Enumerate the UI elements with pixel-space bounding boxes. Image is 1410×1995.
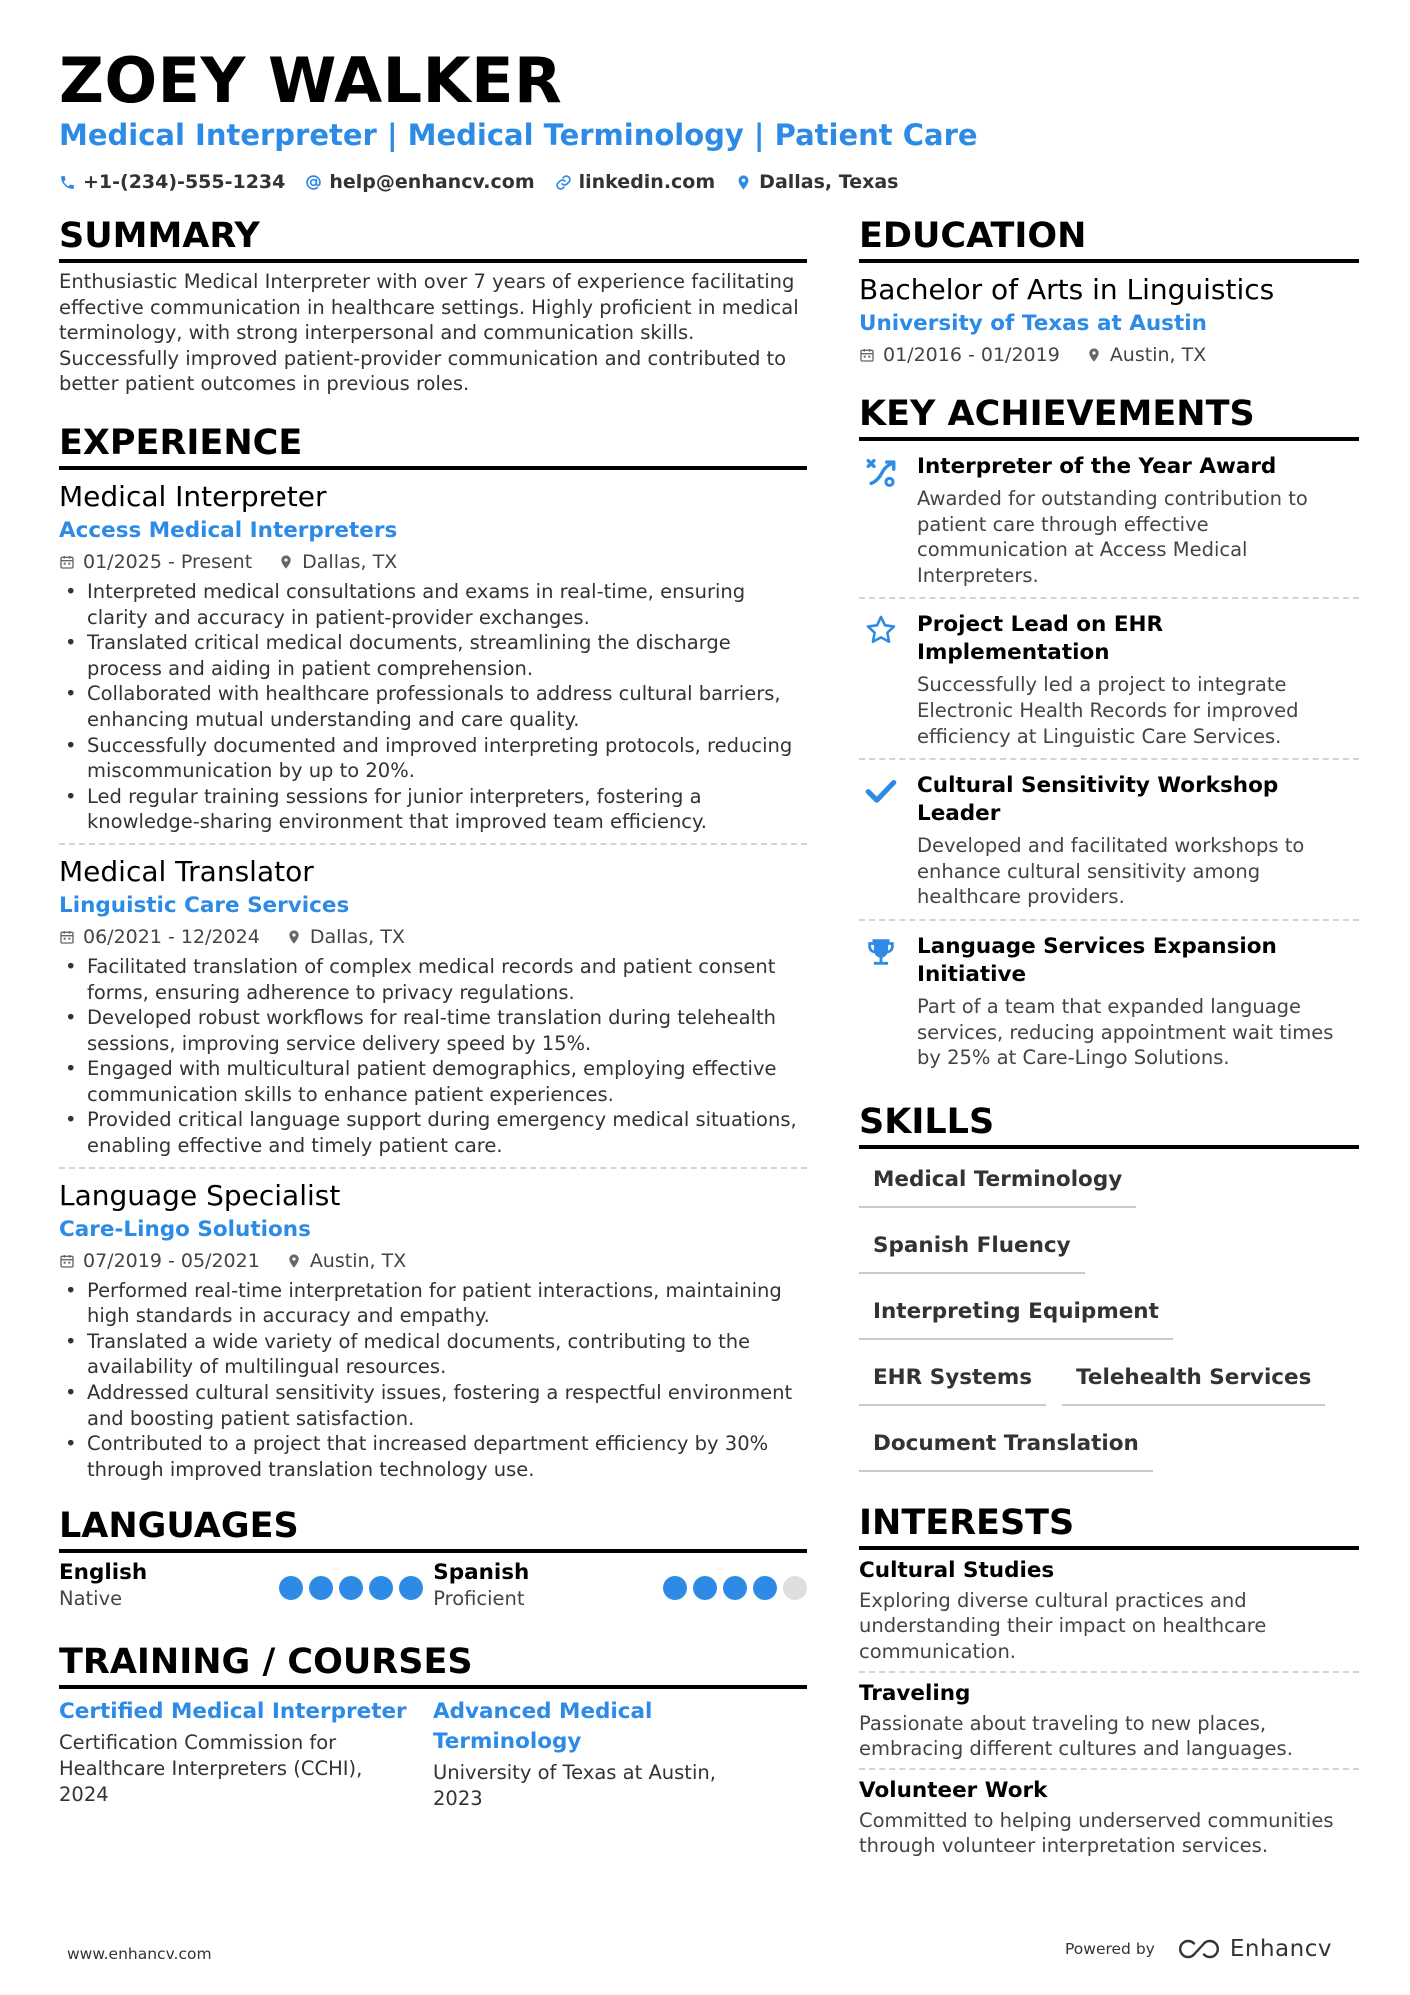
rating-dot	[753, 1576, 777, 1600]
left-column	[59, 214, 807, 1812]
job-role: Medical Interpreter	[59, 479, 327, 513]
training-detail: Certification Commission for Healthcare Interpreters (CCHI), 2024	[59, 1731, 363, 1806]
powered-by-text: Powered by	[1065, 1940, 1155, 1958]
summary-heading: SUMMARY	[59, 214, 807, 263]
rating-dot	[663, 1576, 687, 1600]
enhancv-logo[interactable]	[1177, 1936, 1332, 1962]
rating-dot	[279, 1576, 303, 1600]
job-bullets	[59, 1278, 807, 1483]
job-bullets	[59, 954, 807, 1159]
job-bullet: • Translated a wide variety of medical documents, contributing to the availability of multilingual resources.	[59, 1329, 807, 1380]
skills-section	[859, 1100, 1359, 1487]
calendar-icon	[859, 347, 875, 363]
location-pin-icon	[735, 174, 752, 191]
job-dates-text: 01/2025 - Present	[83, 550, 253, 573]
training-title: Advanced Medical Terminology	[433, 1699, 653, 1755]
achievement-desc: Awarded for outstanding contribution to patient care through effective communication at Access Medical Interpreters.	[917, 487, 1308, 587]
star-icon	[864, 613, 898, 647]
training-section	[59, 1640, 807, 1811]
experience-section	[59, 421, 807, 1490]
rating-dot	[339, 1576, 363, 1600]
education-location	[1086, 340, 1206, 370]
training-item	[59, 1697, 433, 1811]
interest-item	[859, 1768, 1359, 1865]
job-dates-text: 06/2021 - 12/2024	[83, 925, 260, 948]
trophy-icon	[864, 935, 898, 969]
training-list	[59, 1697, 807, 1811]
interests-heading: INTERESTS	[859, 1501, 1359, 1550]
training-item	[433, 1697, 807, 1811]
education-section	[859, 214, 1359, 370]
location-pin-icon	[286, 1253, 302, 1269]
interest-desc: Exploring diverse cultural practices and understanding their impact on healthcare communication.	[859, 1588, 1267, 1663]
education-location-text: Austin, TX	[1109, 344, 1207, 366]
interest-desc: Passionate about traveling to new places, embracing different cultures and languages.	[859, 1711, 1293, 1761]
education-meta	[859, 340, 1359, 370]
job-company: Access Medical Interpreters	[59, 517, 398, 543]
languages-section	[59, 1504, 807, 1612]
location-pin-icon	[278, 554, 294, 570]
job-location-text: Dallas, TX	[302, 550, 398, 573]
job-meta	[59, 1246, 807, 1276]
at-sign-icon	[305, 174, 322, 191]
rating-dot	[399, 1576, 423, 1600]
education-degree: Bachelor of Arts in Linguistics	[859, 273, 1275, 306]
language-level: Native	[59, 1587, 123, 1611]
job-location	[278, 547, 397, 577]
achievement-title: Interpreter of the Year Award	[917, 454, 1277, 479]
experience-item	[59, 1167, 807, 1491]
skill-tag: Medical Terminology	[859, 1157, 1136, 1208]
footer-branding	[1065, 1936, 1332, 1962]
education-dates	[859, 340, 1060, 370]
job-bullet: • Translated critical medical documents, streamlining the discharge process and aiding in patient comprehension.	[59, 630, 807, 681]
job-dates-text: 07/2019 - 05/2021	[83, 1249, 260, 1272]
enhancv-logo-text: Enhancv	[1229, 1936, 1332, 1962]
job-bullet: • Developed robust workflows for real-time translation during telehealth sessions, improving service delivery speed by 15%.	[59, 1005, 807, 1056]
location-pin-icon	[286, 929, 302, 945]
job-meta	[59, 922, 807, 952]
achievement-title: Language Services Expansion Initiative	[917, 933, 1277, 987]
rating-dot	[693, 1576, 717, 1600]
language-item	[59, 1559, 433, 1612]
rating-dot	[783, 1576, 807, 1600]
rating-dot	[309, 1576, 333, 1600]
language-rating	[663, 1576, 807, 1600]
job-company: Linguistic Care Services	[59, 892, 350, 918]
achievement-item	[859, 597, 1359, 758]
achievement-desc: Part of a team that expanded language services, reducing appointment wait times by 25% at Care-Lingo Solutions.	[917, 994, 1334, 1070]
candidate-name: ZOEY WALKER	[59, 44, 563, 117]
rating-dot	[369, 1576, 393, 1600]
enhancv-logo-icon	[1177, 1937, 1221, 1961]
training-detail: University of Texas at Austin, 2023	[433, 1761, 716, 1810]
strategy-icon	[864, 455, 898, 489]
contact-phone-text: +1-(234)-555-1234	[83, 171, 286, 193]
achievements-heading: KEY ACHIEVEMENTS	[859, 392, 1359, 441]
checkmark-icon	[864, 774, 898, 808]
education-heading: EDUCATION	[859, 214, 1359, 263]
language-name: English	[59, 1560, 148, 1586]
education-school: University of Texas at Austin	[859, 311, 1207, 336]
interests-section	[859, 1501, 1359, 1865]
job-dates	[59, 1246, 260, 1276]
interest-item	[859, 1550, 1359, 1671]
contact-location	[735, 168, 898, 196]
job-bullet: • Interpreted medical consultations and exams in real-time, ensuring clarity and accuracy in patient-provider exchanges.	[59, 579, 807, 630]
skill-tag: Interpreting Equipment	[859, 1289, 1173, 1340]
candidate-title: Medical Interpreter | Medical Terminology | Patient Care	[59, 118, 978, 152]
achievement-desc: Successfully led a project to integrate Electronic Health Records for improved efficiency at Linguistic Care Services.	[917, 673, 1299, 748]
contact-email-text: help@enhancv.com	[329, 171, 535, 193]
achievement-desc: Developed and facilitated workshops to enhance cultural sensitivity among healthcare providers.	[917, 834, 1305, 909]
achievements-section	[859, 392, 1359, 1080]
job-meta	[59, 547, 807, 577]
calendar-icon	[59, 929, 75, 945]
language-rating	[279, 1576, 423, 1600]
skill-tag: Telehealth Services	[1062, 1355, 1325, 1406]
interest-desc: Committed to helping underserved communities through volunteer interpretation services.	[859, 1808, 1334, 1858]
job-role: Language Specialist	[59, 1178, 341, 1212]
rating-dot	[723, 1576, 747, 1600]
interest-item	[859, 1671, 1359, 1768]
phone-icon	[59, 174, 76, 191]
job-bullet: • Engaged with multicultural patient demographics, employing effective communication skills to enhance patient experiences.	[59, 1056, 807, 1107]
skill-tag: Document Translation	[859, 1421, 1153, 1472]
experience-item	[59, 843, 807, 1167]
job-dates	[59, 547, 252, 577]
job-bullets	[59, 579, 807, 835]
achievement-item	[859, 441, 1359, 597]
language-name: Spanish	[433, 1560, 530, 1586]
contact-linkedin-text: linkedin.com	[578, 171, 716, 193]
right-column	[859, 214, 1359, 1865]
interest-title: Traveling	[859, 1680, 971, 1706]
languages-list	[59, 1559, 807, 1612]
languages-heading: LANGUAGES	[59, 1504, 807, 1553]
job-location-text: Dallas, TX	[309, 925, 405, 948]
job-location	[286, 922, 405, 952]
calendar-icon	[59, 1253, 75, 1269]
job-bullet: • Performed real-time interpretation for patient interactions, maintaining high standards in accuracy and empathy.	[59, 1278, 807, 1329]
job-dates	[59, 922, 260, 952]
link-icon	[555, 174, 572, 191]
contact-phone[interactable]	[59, 168, 285, 196]
calendar-icon	[59, 554, 75, 570]
achievement-title: Cultural Sensitivity Workshop Leader	[917, 773, 1279, 827]
job-company: Care-Lingo Solutions	[59, 1216, 311, 1242]
contact-linkedin[interactable]	[555, 168, 716, 196]
job-bullet: • Addressed cultural sensitivity issues, fostering a respectful environment and boosting patient satisfaction.	[59, 1380, 807, 1431]
education-dates-text: 01/2016 - 01/2019	[883, 344, 1060, 366]
experience-heading: EXPERIENCE	[59, 421, 807, 470]
job-location	[286, 1246, 406, 1276]
summary-text: Enthusiastic Medical Interpreter with over 7 years of experience facilitating effective communication in healthcare settings. Highly proficient in medical terminology, with strong interpersonal and communication skills. Successfully improved patient-provider communication and contributed to better patient outcomes in previous roles.	[59, 270, 799, 396]
location-pin-icon	[1086, 347, 1102, 363]
skill-tag: Spanish Fluency	[859, 1223, 1085, 1274]
skills-list	[859, 1157, 1359, 1487]
interest-title: Cultural Studies	[859, 1557, 1055, 1583]
job-bullet: • Contributed to a project that increased department efficiency by 30% through improved translation technology use.	[59, 1431, 807, 1482]
job-role: Medical Translator	[59, 854, 314, 888]
language-level: Proficient	[433, 1587, 525, 1611]
job-bullet: • Collaborated with healthcare professionals to address cultural barriers, enhancing mutual understanding and care quality.	[59, 681, 807, 732]
summary-section	[59, 214, 807, 397]
job-bullet: • Provided critical language support during emergency medical situations, enabling effective and timely patient care.	[59, 1107, 807, 1158]
contact-email[interactable]	[305, 168, 534, 196]
experience-item	[59, 470, 807, 843]
achievement-item	[859, 919, 1359, 1080]
footer-website[interactable]: www.enhancv.com	[67, 1945, 212, 1963]
training-heading: TRAINING / COURSES	[59, 1640, 807, 1689]
interest-title: Volunteer Work	[859, 1777, 1048, 1803]
achievement-item	[859, 758, 1359, 919]
skills-heading: SKILLS	[859, 1100, 1359, 1149]
achievement-title: Project Lead on EHR Implementation	[917, 612, 1164, 666]
contact-bar	[59, 168, 898, 196]
job-bullet: • Facilitated translation of complex medical records and patient consent forms, ensuring adherence to privacy regulations.	[59, 954, 807, 1005]
training-title: Certified Medical Interpreter	[59, 1699, 407, 1725]
skill-tag: EHR Systems	[859, 1355, 1046, 1406]
language-item	[433, 1559, 807, 1612]
job-bullet: • Successfully documented and improved interpreting protocols, reducing miscommunication by up to 20%.	[59, 733, 807, 784]
contact-location-text: Dallas, Texas	[759, 171, 899, 193]
job-bullet: • Led regular training sessions for junior interpreters, fostering a knowledge-sharing environment that improved team efficiency.	[59, 784, 807, 835]
job-location-text: Austin, TX	[309, 1249, 407, 1272]
